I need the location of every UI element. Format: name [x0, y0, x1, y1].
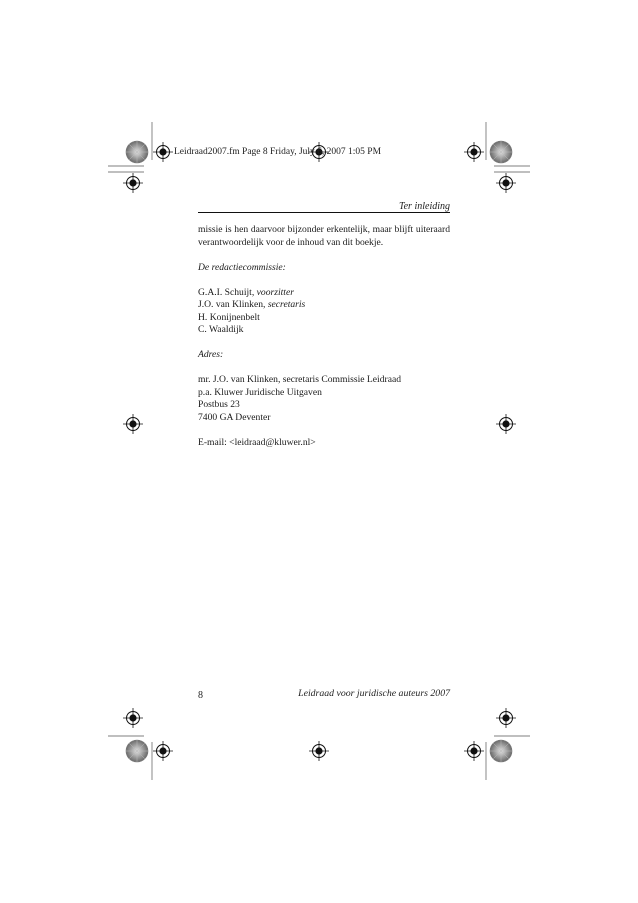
- address-line: Postbus 23: [198, 399, 240, 410]
- gray-disc-icon: [126, 740, 148, 762]
- paragraph: missie is hen daarvoor bijzonder erkentelijk, maar blijft uiteraard verantwoordelijk voor de inhoud van dit boekje.: [198, 224, 450, 248]
- committee-member: G.A.I. Schuijt, voorzitter: [198, 286, 294, 298]
- running-footer: Leidraad voor juridische auteurs 2007: [298, 688, 450, 699]
- print-slug: Leidraad2007.fm Page 8 Friday, July 6, 2007 1:05 PM: [174, 147, 382, 157]
- registration-mark-icon: [123, 173, 143, 193]
- registration-mark-icon: [496, 708, 516, 728]
- gray-disc-icon: [126, 141, 148, 163]
- address-line: 7400 GA Deventer: [198, 411, 271, 423]
- registration-mark-icon: [309, 741, 329, 761]
- address-label: Adres:: [198, 349, 224, 360]
- running-header: Ter inleiding: [398, 201, 450, 212]
- registration-mark-icon: [153, 142, 173, 162]
- signature-label: De redactiecommissie:: [198, 261, 286, 273]
- committee-member: H. Konijnenbelt: [198, 311, 260, 323]
- registration-mark-icon: [153, 741, 173, 761]
- body-text: [198, 224, 450, 449]
- address-line: mr. J.O. van Klinken, secretaris Commissie Leidraad: [198, 374, 402, 385]
- registration-mark-icon: [464, 741, 484, 761]
- registration-mark-icon: [123, 414, 143, 434]
- committee-member: C. Waaldijk: [198, 324, 244, 335]
- registration-mark-icon: [464, 142, 484, 162]
- address-line: p.a. Kluwer Juridische Uitgaven: [198, 386, 322, 398]
- registration-mark-icon: [496, 414, 516, 434]
- gray-disc-icon: [490, 740, 512, 762]
- page-number: 8: [198, 690, 203, 701]
- registration-mark-icon: [123, 708, 143, 728]
- registration-mark-icon: [496, 173, 516, 193]
- email-line: E-mail: <leidraad@kluwer.nl>: [198, 436, 316, 448]
- header-rule: [198, 212, 450, 213]
- gray-disc-icon: [490, 141, 512, 163]
- committee-member: J.O. van Klinken, secretaris: [198, 299, 306, 310]
